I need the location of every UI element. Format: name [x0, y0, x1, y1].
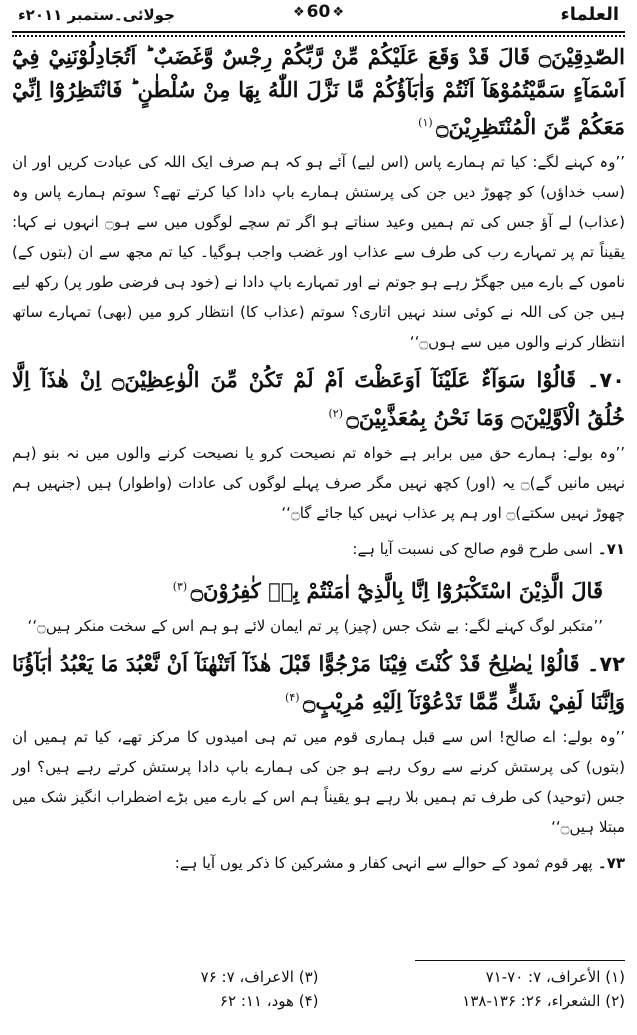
quran-verse	[12, 570, 625, 607]
footnote-ref: (۲)	[328, 407, 347, 420]
footnote-item: (۳) الاعراف، ۷: ۷۶	[200, 968, 319, 986]
page-number: 60	[306, 2, 331, 22]
section-number: ۷۳۔	[592, 854, 625, 872]
block-text: الصّٰدِقِيْنَ۝ قَالَ قَدْ وَقَعَ عَلَيْكُمْ مِّنْ رَّبِّكُمْ رِجْسٌ وَّغَضَبٌ ؕ اَتُجَادِلُوْنَنِيْ فِيْٓ اَسْمَآءٍ سَمَّيْتُمُوْهَآ اَنْتُمْ وَاٰبَآؤُكُمْ مَّا نَزَّلَ اللّٰهُ بِهَا مِنْ سُلْطٰنٍ ؕ فَانْتَظِرُوْٓا اِنِّيْ مَعَكُمْ مِّنَ الْمُنْتَظِرِيْنَ۝	[12, 44, 625, 139]
journal-title: العلماء	[560, 4, 619, 25]
block-text: ’’وہ بولے: ہمارے حق میں برابر ہے خواہ تم نصیحت کرو یا نصیحت کرنے والوں میں نہ بنو (ہم نہیں مانیں گے)۝ یہ (اور) کچھ نہیں مگر صرف پہلے لوگوں کی عادات (واطوار) ہیں (جنہیں ہم چھوڑ نہیں سکتے)۝ اور ہم پر عذاب نہیں کیا جائے گا۝‘‘	[12, 444, 625, 522]
block-text: قَالُوْا يٰصٰلِحُ قَدْ كُنْتَ فِيْنَا مَرْجُوًّا قَبْلَ هٰذَآ اَتَنْهٰنَآ اَنْ نَّعْبُدَ مَا يَعْبُدُ اٰبَآؤُنَا وَاِنَّنَا لَفِيْ شَكٍّ مِّمَّا تَدْعُوْنَآ اِلَيْهِ مُرِيْبٍ۝	[12, 651, 625, 714]
footnote-ref: (۳)	[172, 580, 191, 593]
issue-date: جولائی۔ستمبر ۲۰۱۱ء	[18, 6, 175, 24]
page-header	[12, 0, 625, 34]
footnote-item: (۱) الأعراف، ۷: ۷۰-۷۱	[485, 968, 625, 986]
ornament-icon: ❖	[332, 4, 344, 20]
footnote-ref: (۱)	[418, 116, 437, 129]
footnote-item: (۴) ھود، ۱۱: ۶۲	[219, 992, 319, 1010]
urdu-translation	[12, 438, 625, 528]
block-text: قَالَ الَّذِيْنَ اسْتَكْبَرُوْٓا اِنَّا بِالَّذِيْٓ اٰمَنْتُمْ بِهٖ كٰفِرُوْنَ۝	[190, 578, 603, 603]
block-text: قَالُوْا سَوَآءٌ عَلَيْنَآ اَوَعَظْتَ اَمْ لَمْ تَكُنْ مِّنَ الْوٰعِظِيْنَ۝ اِنْ هٰذَآ اِلَّا خُلُقُ الْاَوَّلِيْنَ۝ وَمَا نَحْنُ بِمُعَذَّبِيْنَ۝	[12, 367, 625, 430]
block-text: ’’متکبر لوگ کہنے لگے: بے شک جس (چیز) پر تم ایمان لائے ہو ہم اس کے سخت منکر ہیں۝‘‘	[27, 617, 603, 635]
block-text: ’’وہ بولے: اے صالح! اس سے قبل ہماری قوم میں تم ہی امیدوں کا مرکز تھے، کیا تم ہمیں ان (بتوں) کی پرستش کرنے سے روک رہے ہو جن کی ہمارے باپ دادا پرستش کرتے رہے ہیں؟ اور جس (توحید) کی طرف تم ہمیں بلا رہے ہو یقیناً ہم اس کے بارے میں بڑے اضطراب انگیز شک میں مبتلا ہیں۝‘‘	[12, 728, 625, 836]
header-rule	[12, 31, 625, 33]
section-number: ۷۱۔	[592, 540, 625, 558]
quran-verse	[12, 363, 625, 434]
urdu-translation	[12, 611, 625, 641]
footnote-item: (۲) الشعراء، ۲۶: ۱۳۶-۱۳۸	[462, 992, 625, 1010]
block-text: اسی طرح قوم صالح کی نسبت آیا ہے:	[352, 540, 593, 558]
footnote-ref: (۴)	[285, 691, 304, 704]
section-number: ۷۲۔	[579, 652, 625, 676]
quran-verse	[12, 647, 625, 718]
urdu-translation	[12, 848, 625, 878]
page-number-ornament	[293, 2, 344, 22]
document-body	[12, 40, 625, 884]
block-text: ’’وہ کہنے لگے: کیا تم ہمارے پاس (اس لیے) آئے ہو کہ ہم صرف ایک اللہ کی عبادت کریں اور ان (سب خداؤں) کو چھوڑ دیں جن کی پرستش ہمارے باپ دادا کیا کرتے تھے؟ سوتم ہمارے پاس وہ (عذاب) لے آؤ جس کی تم ہمیں وعید سناتے ہو اگر تم سچے لوگوں میں سے ہو۝ انہوں نے کہا: یقیناً تم پر تمہارے رب کی طرف سے عذاب اور غضب واجب ہوگیا۔ کیا تم مجھ سے ان (بتوں کے) ناموں کے بارے میں جھگڑ رہے ہو جوتم نے اور تمہارے باپ دادا نے (خود ہی فرضی طور پر) رکھ لیے ہیں جن کی اللہ نے کوئی سند نہیں اتاری؟ سوتم (عذاب کا) انتظار کرو میں (بھی) تمہارے ساتھ انتظار کرنے والوں میں سے ہوں۝‘‘	[12, 153, 626, 351]
footnote-list	[12, 968, 625, 1010]
urdu-translation	[12, 147, 625, 357]
section-number: ۷۰۔	[576, 368, 625, 392]
quran-verse	[12, 40, 625, 143]
urdu-translation	[12, 722, 625, 842]
urdu-translation	[12, 534, 625, 564]
ornament-icon: ❖	[293, 4, 305, 20]
footnote-rule	[415, 960, 625, 961]
block-text: پھر قوم ثمود کے حوالے سے انہی کفار و مشرکین کا ذکر یوں آیا ہے:	[174, 854, 593, 872]
header-dotted-rule	[12, 35, 625, 37]
